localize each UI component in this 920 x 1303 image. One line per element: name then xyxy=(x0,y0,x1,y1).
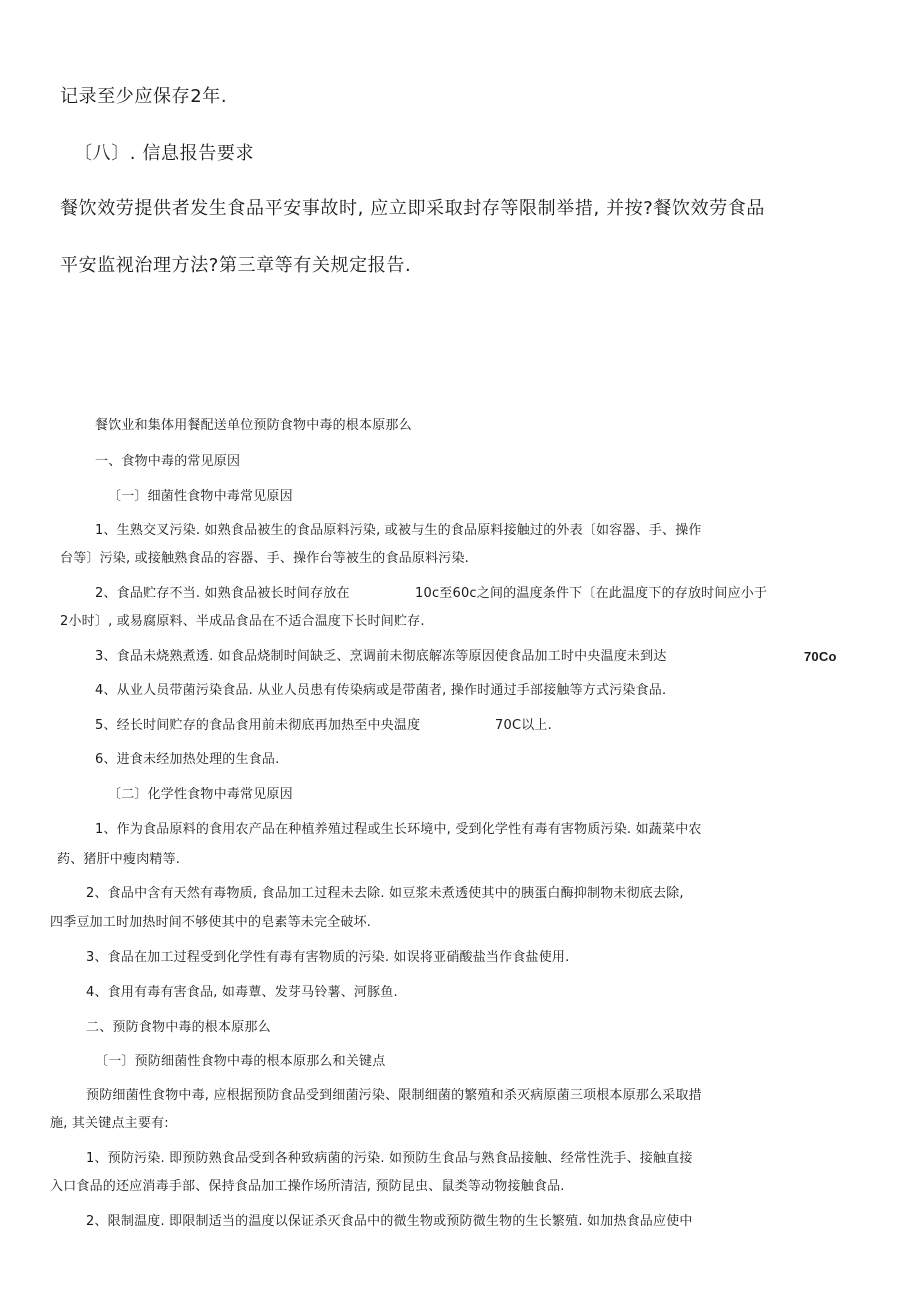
bacterial-cause-3-line-1: 3、食品未烧熟煮透. 如食品烧制时间缺乏、烹调前未彻底解冻等原因使食品加工时中央温度未到达 xyxy=(95,649,667,664)
chemical-cause-3: 3、食品在加工过程受到化学性有毒有害物质的污染. 如误将亚硝酸盐当作食盐使用. xyxy=(86,950,570,965)
chemical-cause-4: 4、食用有毒有害食品, 如毒蕈、发芽马铃薯、河豚鱼. xyxy=(86,985,398,1000)
retention-requirement-text: 记录至少应保存2年. xyxy=(60,86,228,107)
document-title: 餐饮业和集体用餐配送单位预防食物中毒的根本原那么 xyxy=(95,418,412,433)
report-paragraph-line-2: 平安监视治理方法?第三章等有关规定报告. xyxy=(60,255,412,276)
bacterial-cause-6: 6、进食未经加热处理的生食品. xyxy=(95,752,280,767)
section-heading-info-report: 〔八〕. 信息报告要求 xyxy=(74,143,255,164)
bacterial-cause-1-line-2: 台等〕污染, 或接触熟食品的容器、手、操作台等被生的食品原料污染. xyxy=(60,551,469,566)
heading-common-causes: 一、食物中毒的常见原因 xyxy=(95,454,241,469)
bacterial-cause-2-text: 2、食品贮存不当. 如熟食品被长时间存放在 xyxy=(95,586,350,601)
chemical-cause-1-line-2: 药、猪肝中瘦肉精等. xyxy=(57,852,181,867)
temperature-range-text: 10c至60c之间的温度条件下〔在此温度下的存放时间应小于 xyxy=(415,586,768,601)
prevention-point-1-line-2: 入口食品的还应消毒手部、保持食品加工操作场所清洁, 预防昆虫、鼠类等动物接触食品. xyxy=(50,1179,565,1194)
heading-prevention-principles: 二、预防食物中毒的根本原那么 xyxy=(86,1020,271,1035)
chemical-cause-2-line-1: 2、食品中含有天然有毒物质, 食品加工过程未去除. 如豆浆未煮透使其中的胰蛋白酶抑制物未彻底去除, xyxy=(86,886,684,901)
core-temperature-value: 70Co xyxy=(804,649,837,664)
prevention-intro-line-1: 预防细菌性食物中毒, 应根据预防食品受到细菌污染、限制细菌的繁殖和杀灭病原菌三项根本原那么采取措 xyxy=(86,1088,702,1103)
bacterial-cause-2-line-2: 2小时〕, 或易腐原料、半成品食品在不适合温度下长时间贮存. xyxy=(60,614,425,629)
subheading-bacterial-prevention: 〔一〕预防细菌性食物中毒的根本原那么和关键点 xyxy=(95,1054,386,1069)
bacterial-cause-5: 5、经长时间贮存的食品食用前未彻底再加热至中央温度 xyxy=(95,718,421,733)
reheat-temperature-value: 70C以上. xyxy=(495,718,552,733)
bacterial-cause-2-line-1 xyxy=(95,587,350,600)
prevention-intro-line-2: 施, 其关键点主要有: xyxy=(50,1116,169,1131)
bacterial-cause-4: 4、从业人员带菌污染食品. 从业人员患有传染病或是带菌者, 操作时通过手部接触等方式污染食品. xyxy=(95,683,667,698)
subheading-bacterial-causes: 〔一〕细菌性食物中毒常见原因 xyxy=(108,489,293,504)
bacterial-cause-1-line-1: 1、生熟交叉污染. 如熟食品被生的食品原料污染, 或被与生的食品原料接触过的外表〔如容器、手、操作 xyxy=(95,523,702,538)
prevention-point-1-line-1: 1、预防污染. 即预防熟食品受到各种致病菌的污染. 如预防生食品与熟食品接触、经常性洗手、接触直接 xyxy=(86,1151,693,1166)
subheading-chemical-causes: 〔二〕化学性食物中毒常见原因 xyxy=(108,787,293,802)
prevention-point-2-line-1: 2、限制温度. 即限制适当的温度以保证杀灭食品中的微生物或预防微生物的生长繁殖. 如加热食品应使中 xyxy=(86,1214,693,1229)
chemical-cause-1-line-1: 1、作为食品原料的食用农产品在种植养殖过程或生长环境中, 受到化学性有毒有害物质污染. 如蔬菜中农 xyxy=(95,822,702,837)
chemical-cause-2-line-2: 四季豆加工时加热时间不够使其中的皂素等未完全破坏. xyxy=(50,915,372,930)
report-paragraph-line-1: 餐饮效劳提供者发生食品平安事故时, 应立即采取封存等限制举措, 并按?餐饮效劳食品 xyxy=(60,198,766,219)
